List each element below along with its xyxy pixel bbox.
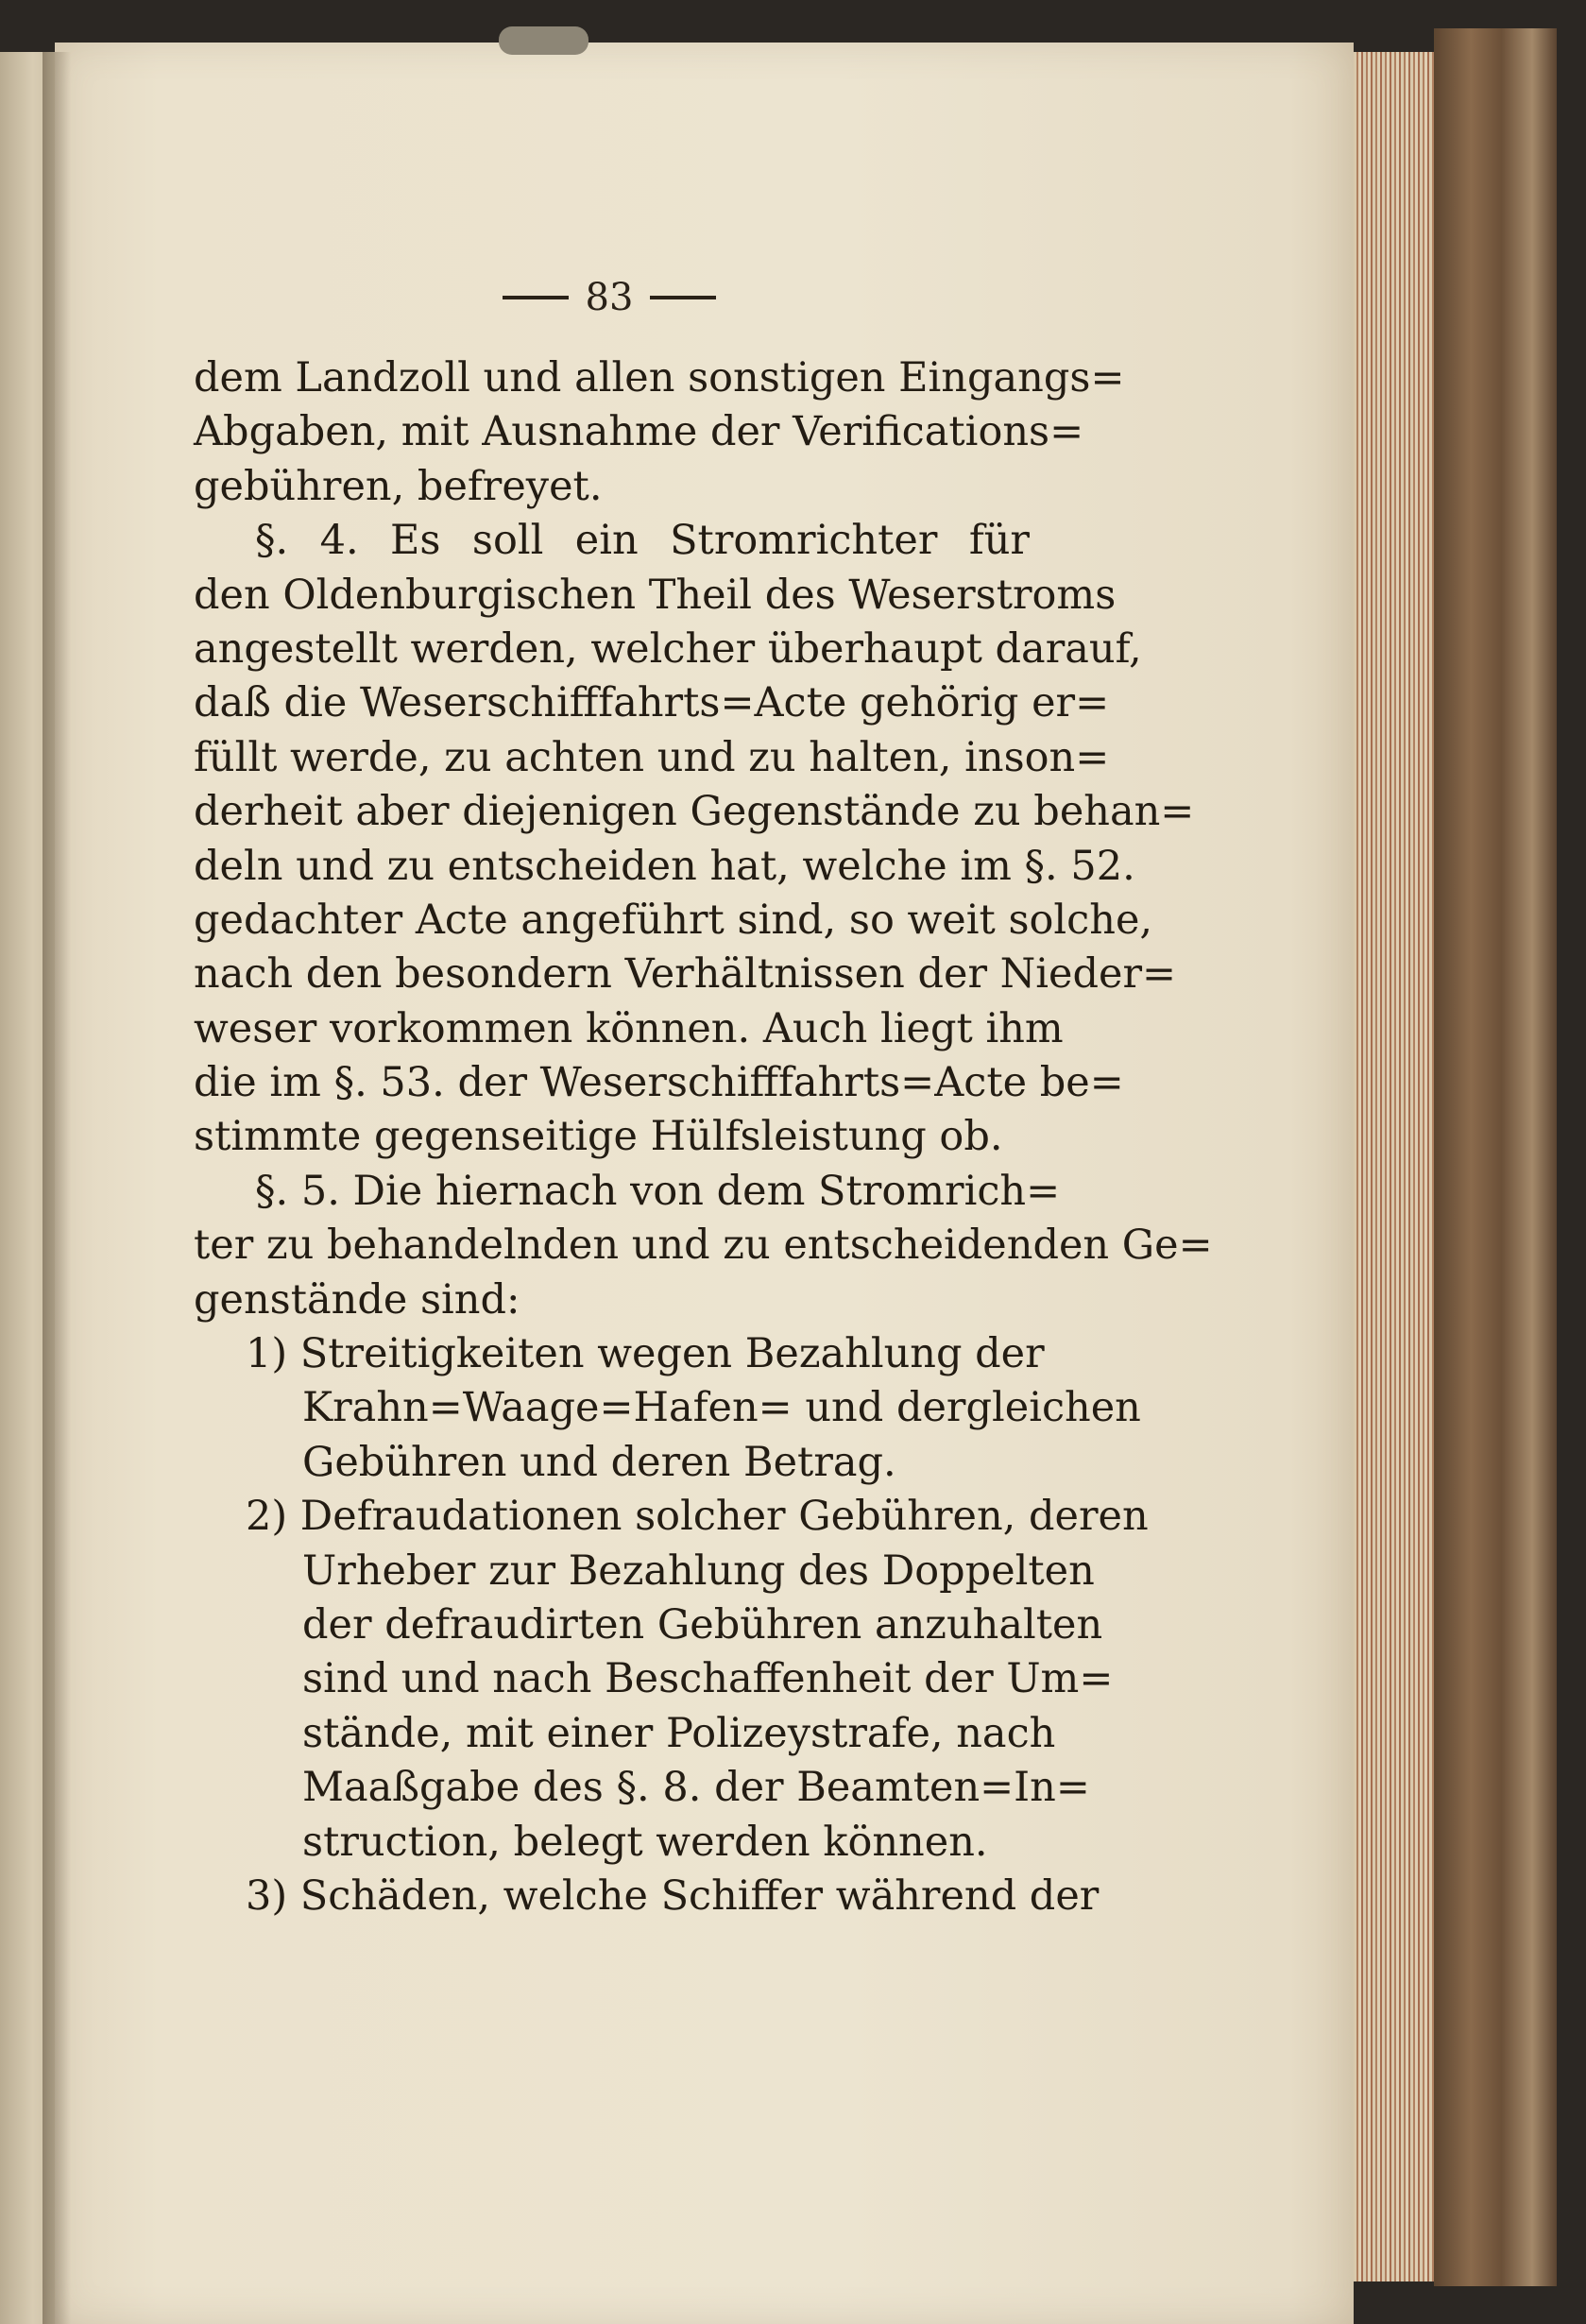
text-line: weser vorkommen können. Auch liegt ihm [194,1004,1064,1052]
gutter-shadow [43,52,71,2324]
text-line: derheit aber diejenigen Gegenstände zu behan= [194,788,1195,836]
list-item-2: 2) Defraudationen solcher Gebühren, deren [246,1493,1149,1541]
text-line: die im §. 53. der Weserschifffahrts=Acte be= [194,1059,1124,1107]
text-line: struction, belegt werden können. [302,1818,988,1866]
text-line: den Oldenburgischen Theil des Weserstroms [194,571,1117,619]
clasp-mark [499,26,588,55]
text-line: der defraudirten Gebühren anzuhalten [302,1600,1103,1649]
body-text [194,351,1213,1923]
page-header [477,269,742,326]
text-line: sind und nach Beschaffenheit der Um= [302,1655,1114,1703]
text-line: stimmte gegenseitige Hülfsleistung ob. [194,1113,1003,1161]
paragraph-4-start: §. 4. Es soll ein Stromrichter für [255,517,1030,565]
text-line: deln und zu entscheiden hat, welche im §. 52. [194,842,1135,890]
text-line: dem Landzoll und allen sonstigen Eingangs= [194,354,1125,402]
text-line: Gebühren und deren Betrag. [302,1438,896,1486]
page-number: 83 [585,276,634,319]
page-edges [1354,52,1434,2281]
header-dash-left [503,296,569,299]
book-cover-edge [1434,28,1557,2286]
text-line: füllt werde, zu achten und zu halten, inson= [194,733,1110,781]
text-line: Abgaben, mit Ausnahme der Verifications= [194,408,1084,456]
text-line: daß die Weserschifffahrts=Acte gehörig er= [194,679,1110,727]
text-line: stände, mit einer Polizeystrafe, nach [302,1709,1056,1757]
text-line: nach den besondern Verhältnissen der Nieder= [194,950,1177,999]
text-line: Urheber zur Bezahlung des Doppelten [302,1546,1095,1595]
text-line: genstände sind: [194,1275,520,1324]
text-line: Krahn=Waage=Hafen= und dergleichen [302,1384,1141,1432]
text-line: gedachter Acte angeführt sind, so weit solche, [194,896,1153,944]
text-line: Maaßgabe des §. 8. der Beamten=In= [302,1764,1090,1812]
text-line: angestellt werden, welcher überhaupt darauf, [194,624,1142,673]
paragraph-5-start: §. 5. Die hiernach von dem Stromrich= [255,1167,1061,1215]
list-item-1: 1) Streitigkeiten wegen Bezahlung der [246,1330,1045,1378]
list-item-3: 3) Schäden, welche Schiffer während der [246,1871,1100,1920]
text-line: gebühren, befreyet. [194,462,603,510]
header-dash-right [650,296,716,299]
text-line: ter zu behandelnden und zu entscheidenden Ge= [194,1222,1213,1270]
